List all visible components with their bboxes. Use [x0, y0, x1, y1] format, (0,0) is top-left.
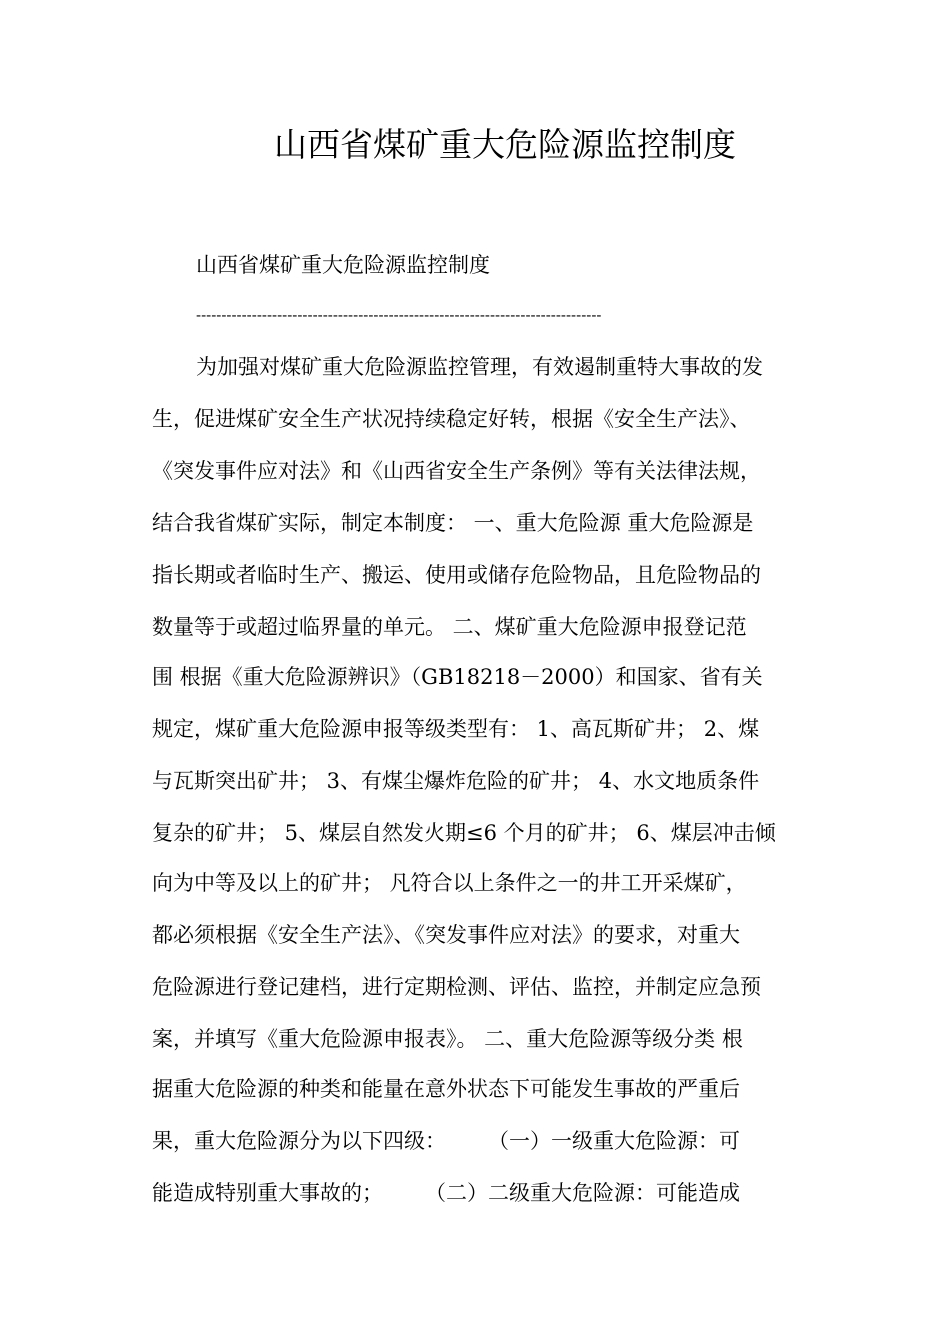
- body-line: 《突发事件应对法》和《山西省安全生产条例》等有关法律法规，: [152, 459, 761, 483]
- body-line: 都必须根据《安全生产法》、《突发事件应对法》的要求，对重大: [152, 923, 740, 947]
- body-line: 能造成特别重大事故的； （二）二级重大危险源：可能造成: [152, 1181, 740, 1205]
- body-line: 案，并填写《重大危险源申报表》。 二、重大危险源等级分类 根: [152, 1027, 743, 1051]
- body-line: 果，重大危险源分为以下四级： （一）一级重大危险源：可: [152, 1129, 740, 1153]
- body-line: 结合我省煤矿实际，制定本制度： 一、重大危险源 重大危险源是: [152, 511, 754, 535]
- body-line: 为加强对煤矿重大危险源监控管理，有效遏制重特大事故的发: [196, 355, 763, 379]
- body-line: 围 根据《重大危险源辨识》（GB18218－2000）和国家、省有关: [152, 665, 763, 689]
- document-subtitle: 山西省煤矿重大危险源监控制度: [196, 253, 490, 277]
- body-line: 复杂的矿井； 5、煤层自然发火期≤6 个月的矿井； 6、煤层冲击倾: [152, 821, 776, 845]
- body-line: 数量等于或超过临界量的单元。 二、煤矿重大危险源申报登记范: [152, 615, 747, 639]
- body-line: 生，促进煤矿安全生产状况持续稳定好转，根据《安全生产法》、: [152, 407, 751, 431]
- body-line: 指长期或者临时生产、搬运、使用或储存危险物品，且危险物品的: [152, 563, 761, 587]
- body-line: 危险源进行登记建档，进行定期检测、评估、监控，并制定应急预: [152, 975, 761, 999]
- body-line: 与瓦斯突出矿井； 3、有煤尘爆炸危险的矿井； 4、水文地质条件: [152, 769, 760, 793]
- body-line: 据重大危险源的种类和能量在意外状态下可能发生事故的严重后: [152, 1077, 740, 1101]
- dashed-separator: --------------------------------------------------------------------------------: [196, 306, 602, 324]
- document-title: 山西省煤矿重大危险源监控制度: [274, 125, 736, 164]
- body-line: 向为中等及以上的矿井； 凡符合以上条件之一的井工开采煤矿，: [152, 871, 747, 895]
- body-line: 规定，煤矿重大危险源申报等级类型有： 1、高瓦斯矿井； 2、煤: [152, 717, 760, 741]
